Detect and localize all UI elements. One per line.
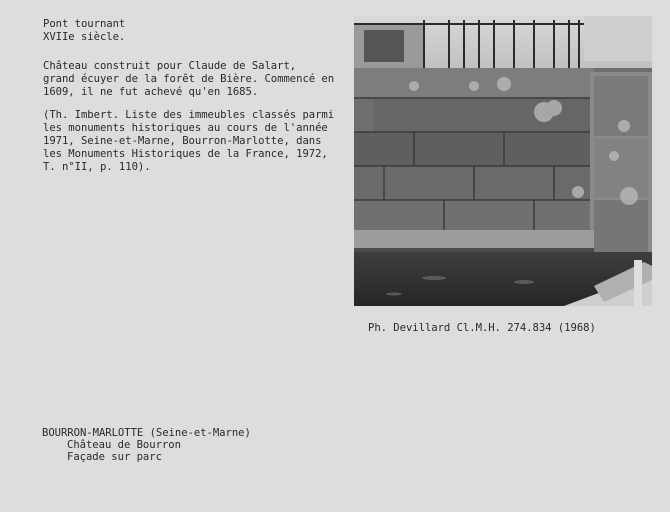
reference-line: 1971, Seine-et-Marne, Bourron-Marlotte, dans (43, 135, 322, 147)
reference-line: T. n°II, p. 110). (43, 161, 151, 173)
building-name: Château de Bourron (67, 439, 181, 451)
subject-century: XVIIe siècle. (43, 31, 126, 43)
reference-line: (Th. Imbert. Liste des immeubles classés parmi (43, 109, 335, 121)
subject-title: Pont tournant (43, 18, 126, 30)
view-description: Façade sur parc (67, 451, 162, 463)
description-line: Château construit pour Claude de Salart, (43, 60, 297, 72)
description-line: grand écuyer de la forêt de Bière. Commencé en (43, 73, 335, 85)
description-line: 1609, il ne fut achevé qu'en 1685. (43, 86, 259, 98)
photograph (354, 16, 652, 306)
photo-credit: Ph. Devillard Cl.M.H. 274.834 (1968) (368, 322, 596, 334)
reference-line: les Monuments Historiques de la France, 1972, (43, 148, 328, 160)
reference-line: les monuments historiques au cours de l'année (43, 122, 328, 134)
commune: BOURRON-MARLOTTE (Seine-et-Marne) (42, 427, 251, 439)
